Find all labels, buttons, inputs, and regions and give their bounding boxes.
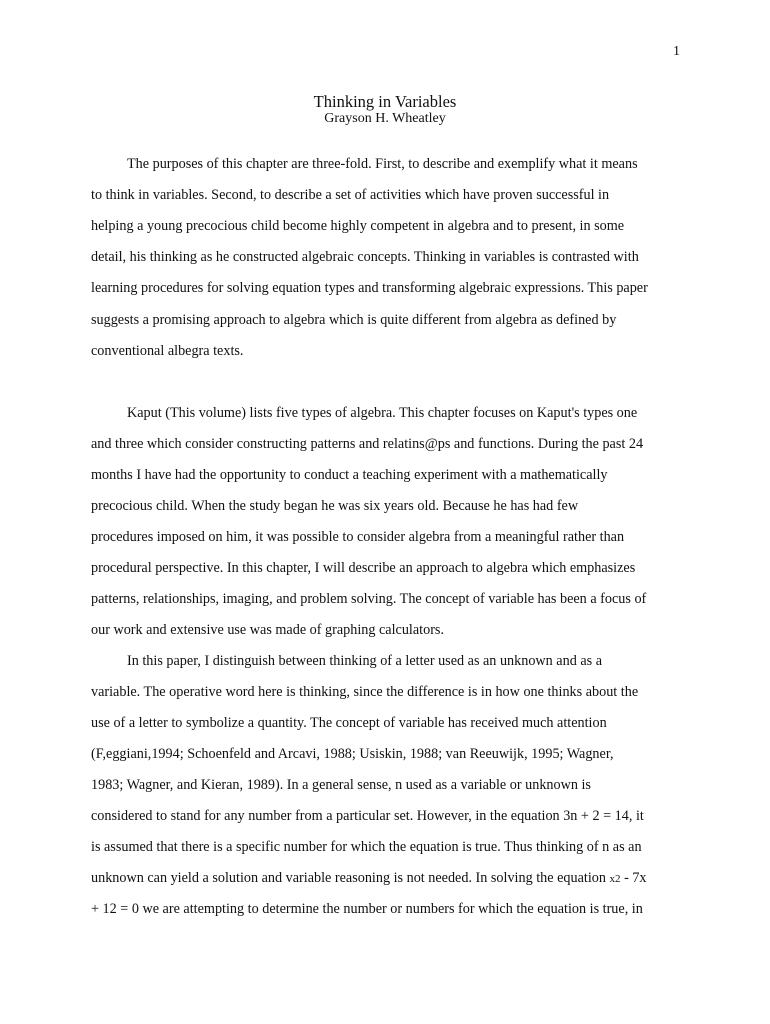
paragraph-line: considered to stand for any number from a particular set. However, in the equation 3n + 2 = 14, it (91, 808, 644, 824)
document-title: Thinking in Variables (313, 92, 457, 111)
paragraph-line: (F,eggiani,1994; Schoenfeld and Arcavi, 1988; Usiskin, 1988; van Reeuwijk, 1995; Wagner, (91, 746, 614, 762)
page-number: 1 (673, 44, 680, 59)
paragraph-line: months I have had the opportunity to conduct a teaching experiment with a mathematically (91, 467, 608, 483)
equation-term: x2 (609, 873, 621, 885)
paragraph-line: helping a young precocious child become highly competent in algebra and to present, in some (91, 218, 625, 234)
paragraph-line: + 12 = 0 we are attempting to determine the number or numbers for which the equation is true, in (91, 901, 643, 917)
paragraph-line: to think in variables. Second, to describe a set of activities which have proven successful in (91, 187, 610, 203)
paragraph-line: procedures imposed on him, it was possible to consider algebra from a meaningful rather than (91, 529, 625, 545)
paragraph-line: suggests a promising approach to algebra which is quite different from algebra as defined by (91, 312, 617, 328)
line-text: unknown can yield a solution and variable reasoning is not needed. In solving the equation (91, 870, 610, 886)
document-author: Grayson H. Wheatley (324, 111, 446, 126)
paragraph-line: patterns, relationships, imaging, and problem solving. The concept of variable has been a focus of (91, 591, 647, 607)
paragraph-line: Kaput (This volume) lists five types of algebra. This chapter focuses on Kaput's types one (127, 405, 638, 421)
paragraph-line: procedural perspective. In this chapter, I will describe an approach to algebra which emphasizes (91, 560, 636, 576)
paragraph-line (91, 869, 647, 888)
paragraph-line: learning procedures for solving equation types and transforming algebraic expressions. This paper (91, 280, 648, 296)
paragraph-line: In this paper, I distinguish between thinking of a letter used as an unknown and as a (127, 653, 602, 669)
paragraph-line: conventional albegra texts. (91, 343, 244, 359)
paragraph-line: and three which consider constructing patterns and relatins@ps and functions. During the past 24 (91, 436, 644, 452)
paragraph-line: our work and extensive use was made of graphing calculators. (91, 622, 444, 638)
line-text: - 7x (620, 870, 647, 886)
paragraph-line: precocious child. When the study began he was six years old. Because he has had few (91, 498, 579, 514)
paragraph-line: 1983; Wagner, and Kieran, 1989). In a general sense, n used as a variable or unknown is (91, 777, 591, 793)
paragraph-line: variable. The operative word here is thinking, since the difference is in how one thinks about the (91, 684, 639, 700)
paragraph-line: The purposes of this chapter are three-fold. First, to describe and exemplify what it means (127, 156, 638, 172)
paragraph-line: is assumed that there is a specific number for which the equation is true. Thus thinking of n as an (91, 839, 642, 855)
paragraph-line: use of a letter to symbolize a quantity. The concept of variable has received much attention (91, 715, 607, 731)
paragraph-line: detail, his thinking as he constructed algebraic concepts. Thinking in variables is contrasted with (91, 249, 639, 265)
